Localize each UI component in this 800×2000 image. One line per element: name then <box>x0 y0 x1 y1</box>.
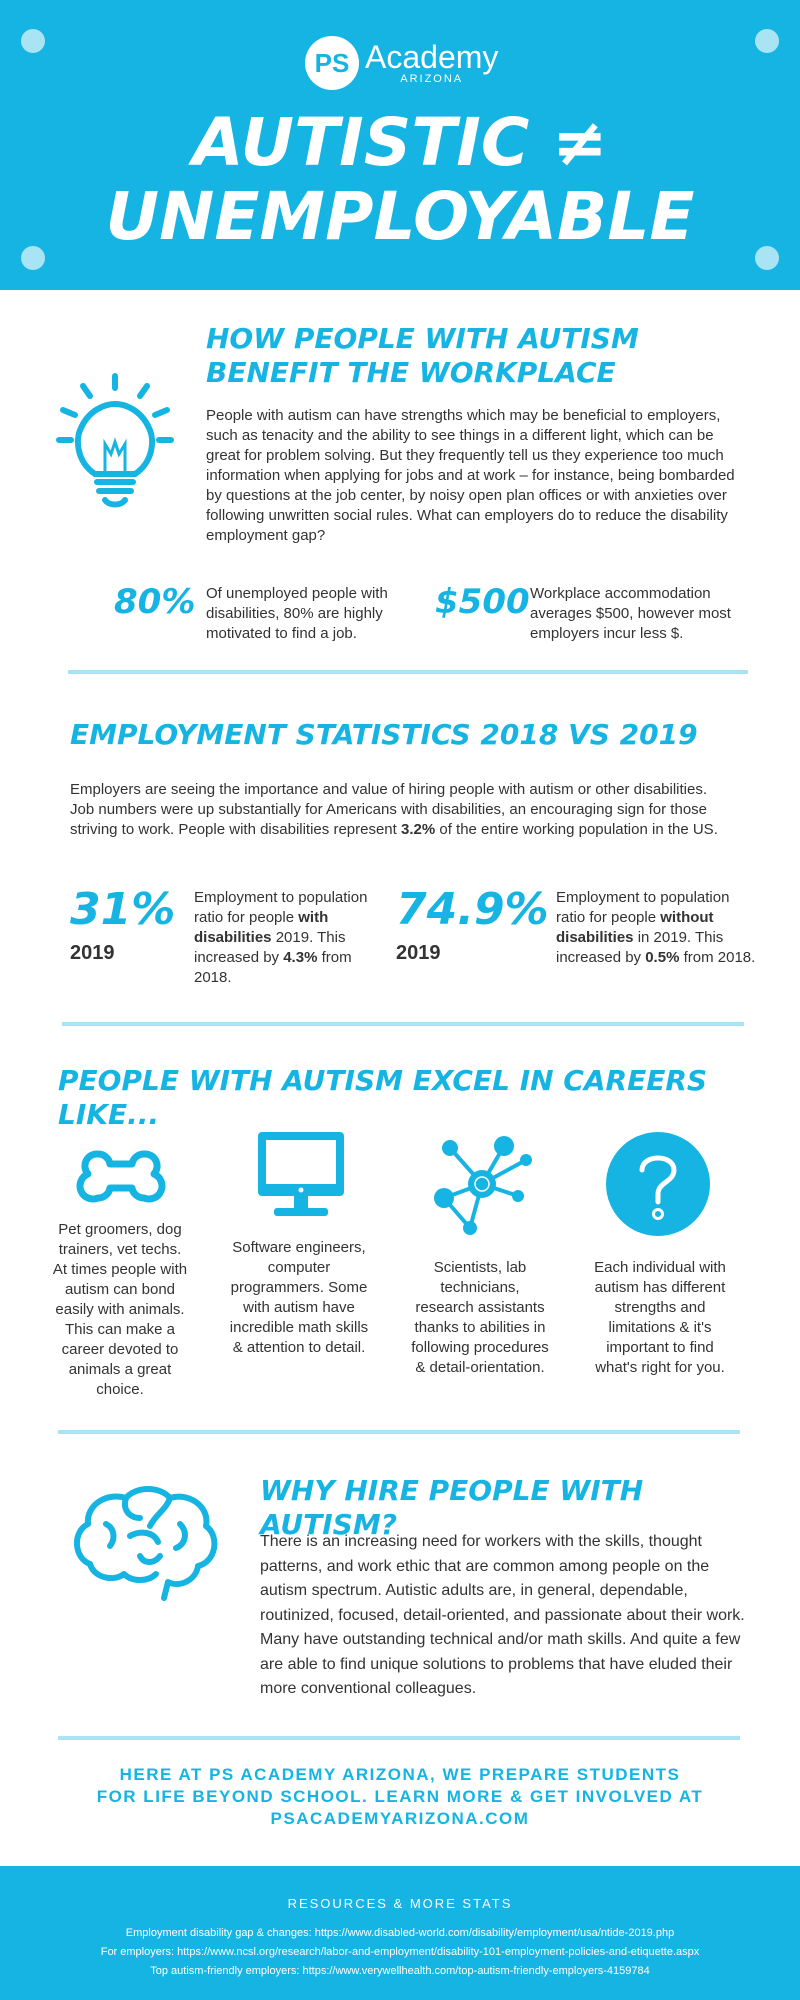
cta-text <box>0 1764 800 1830</box>
stat-749-year: 2019 <box>396 942 441 964</box>
stat-749-text-pre: Employment to population ratio for people <box>556 889 730 926</box>
section-divider <box>62 1022 744 1026</box>
stat-749-text-change: 0.5% <box>645 949 680 966</box>
benefit-body: People with autism can have strengths which may be beneficial to employers, such as tenacity and the ability to see things in a different light, which can be great for problem solving. But they frequently tell us they experience too much information when applying for jobs and at work – for instance, being bombarded by questions at the job center, by noisy open plan offices or with anxieties over following unwritten social rules. What can employers do to reduce the disability employment gap? <box>206 407 735 544</box>
logo <box>305 34 498 92</box>
monitor-icon <box>256 1130 346 1218</box>
stat-31-value: 31% <box>70 884 176 935</box>
cta-line1: HERE AT PS ACADEMY ARIZONA, WE PREPARE STUDENTS <box>119 1765 681 1784</box>
resource-link[interactable]: Employment disability gap & changes: https://www.disabled-world.com/disability/employment/usa/ntide-2019.php <box>125 1927 675 1939</box>
stat-31-text-mid: 2019. This increased by <box>194 929 346 966</box>
careers-heading: PEOPLE WITH AUTISM EXCEL IN CAREERS LIKE... <box>58 1064 708 1131</box>
section-divider <box>68 670 748 674</box>
resources-title: RESOURCES & MORE STATS <box>287 1896 513 1911</box>
career-science-text: Scientists, lab technicians, research assistants thanks to abilities in following procedures & detail-orientation. <box>411 1259 549 1376</box>
stat-80-value: 80% <box>114 582 196 622</box>
stat-31-year: 2019 <box>70 942 115 964</box>
section-divider <box>58 1430 740 1434</box>
question-icon <box>606 1132 710 1236</box>
stat-500-value: $500 <box>435 582 530 622</box>
stat-31-text-pre: Employment to population ratio for people <box>194 889 368 926</box>
stat-31-text-bold: with disabilities <box>194 909 329 946</box>
corner-dot <box>21 29 45 53</box>
brain-icon <box>70 1484 220 1602</box>
stat-749-text <box>556 888 758 968</box>
stat-749-text-mid: in 2019. This increased by <box>556 929 724 966</box>
benefit-heading <box>206 322 766 390</box>
corner-dot <box>755 29 779 53</box>
benefit-heading-line2: BENEFIT THE WORKPLACE <box>206 356 616 389</box>
resource-link[interactable]: Top autism-friendly employers: https://www.verywellhealth.com/top-autism-friendly-employers-4159784 <box>150 1965 650 1977</box>
bone-icon <box>76 1146 166 1206</box>
resource-link[interactable]: For employers: https://www.ncsl.org/research/labor-and-employment/disability-101-employment-policies-and-etiquette.aspx <box>100 1946 700 1958</box>
career-software-text: Software engineers, computer programmers. Some with autism have incredible math skills & attention to detail. <box>229 1239 369 1356</box>
main-title-line1: AUTISTIC ≠ <box>192 104 608 181</box>
footer-resources <box>0 1866 800 2000</box>
why-body: There is an increasing need for workers with the skills, thought patterns, and work ethic that are common among people on the autism spectrum. Autistic adults are, in general, dependable, routinized, focused, detail-oriented, and passionate about their work. Many have outstanding technical and/or math skills. And quite a few are able to find unique solutions to problems that have eluded their more conventional colleagues. <box>260 1533 745 1697</box>
lightbulb-icon <box>55 372 175 512</box>
section-divider <box>58 1736 740 1740</box>
stats-intro-highlight: 3.2% <box>400 821 436 838</box>
why-heading: WHY HIRE PEOPLE WITH AUTISM? <box>260 1474 644 1541</box>
logo-mark: PS <box>305 36 359 90</box>
stats-intro-text: Employers are seeing the importance and value of hiring people with autism or other disabilities. Job numbers were up substantially for Americans with disabilities, an encouraging sign for those striving to work. People with disabilities represent <box>70 781 708 838</box>
logo-name: Academy <box>365 39 499 75</box>
logo-subtitle: ARIZONA <box>400 73 464 85</box>
stat-749-value: 74.9% <box>396 884 549 935</box>
cta-website-link[interactable]: PSACADEMYARIZONA.COM <box>270 1809 530 1828</box>
stats-intro-end: of the entire working population in the US. <box>435 821 718 838</box>
main-title <box>0 106 800 254</box>
stats-heading: EMPLOYMENT STATISTICS 2018 VS 2019 <box>70 718 698 751</box>
main-title-line2: UNEMPLOYABLE <box>105 178 695 255</box>
cta-line2: FOR LIFE BEYOND SCHOOL. LEARN MORE & GET INVOLVED AT <box>96 1787 704 1806</box>
career-animals-text: Pet groomers, dog trainers, vet techs. At times people with autism can bond easily with animals. This can make a career devoted to animals a great choice. <box>52 1221 188 1398</box>
stat-80-text: Of unemployed people with disabilities, 80% are highly motivated to find a job. <box>206 585 388 642</box>
stats-intro <box>70 780 730 840</box>
header-banner <box>0 0 800 290</box>
molecule-icon <box>428 1132 538 1236</box>
stat-31-text-post: from 2018. <box>194 949 352 986</box>
stat-500-text: Workplace accommodation averages $500, however most employers incur less $. <box>530 585 731 642</box>
career-individual-text: Each individual with autism has different strengths and limitations & it's important to find what's right for you. <box>594 1259 726 1376</box>
stat-31-text-change: 4.3% <box>283 949 318 966</box>
stat-749-text-bold: without disabilities <box>556 909 714 946</box>
stat-749-text-post: from 2018. <box>679 949 756 966</box>
benefit-heading-line1: HOW PEOPLE WITH AUTISM <box>206 322 639 355</box>
stat-31-text <box>194 888 374 988</box>
